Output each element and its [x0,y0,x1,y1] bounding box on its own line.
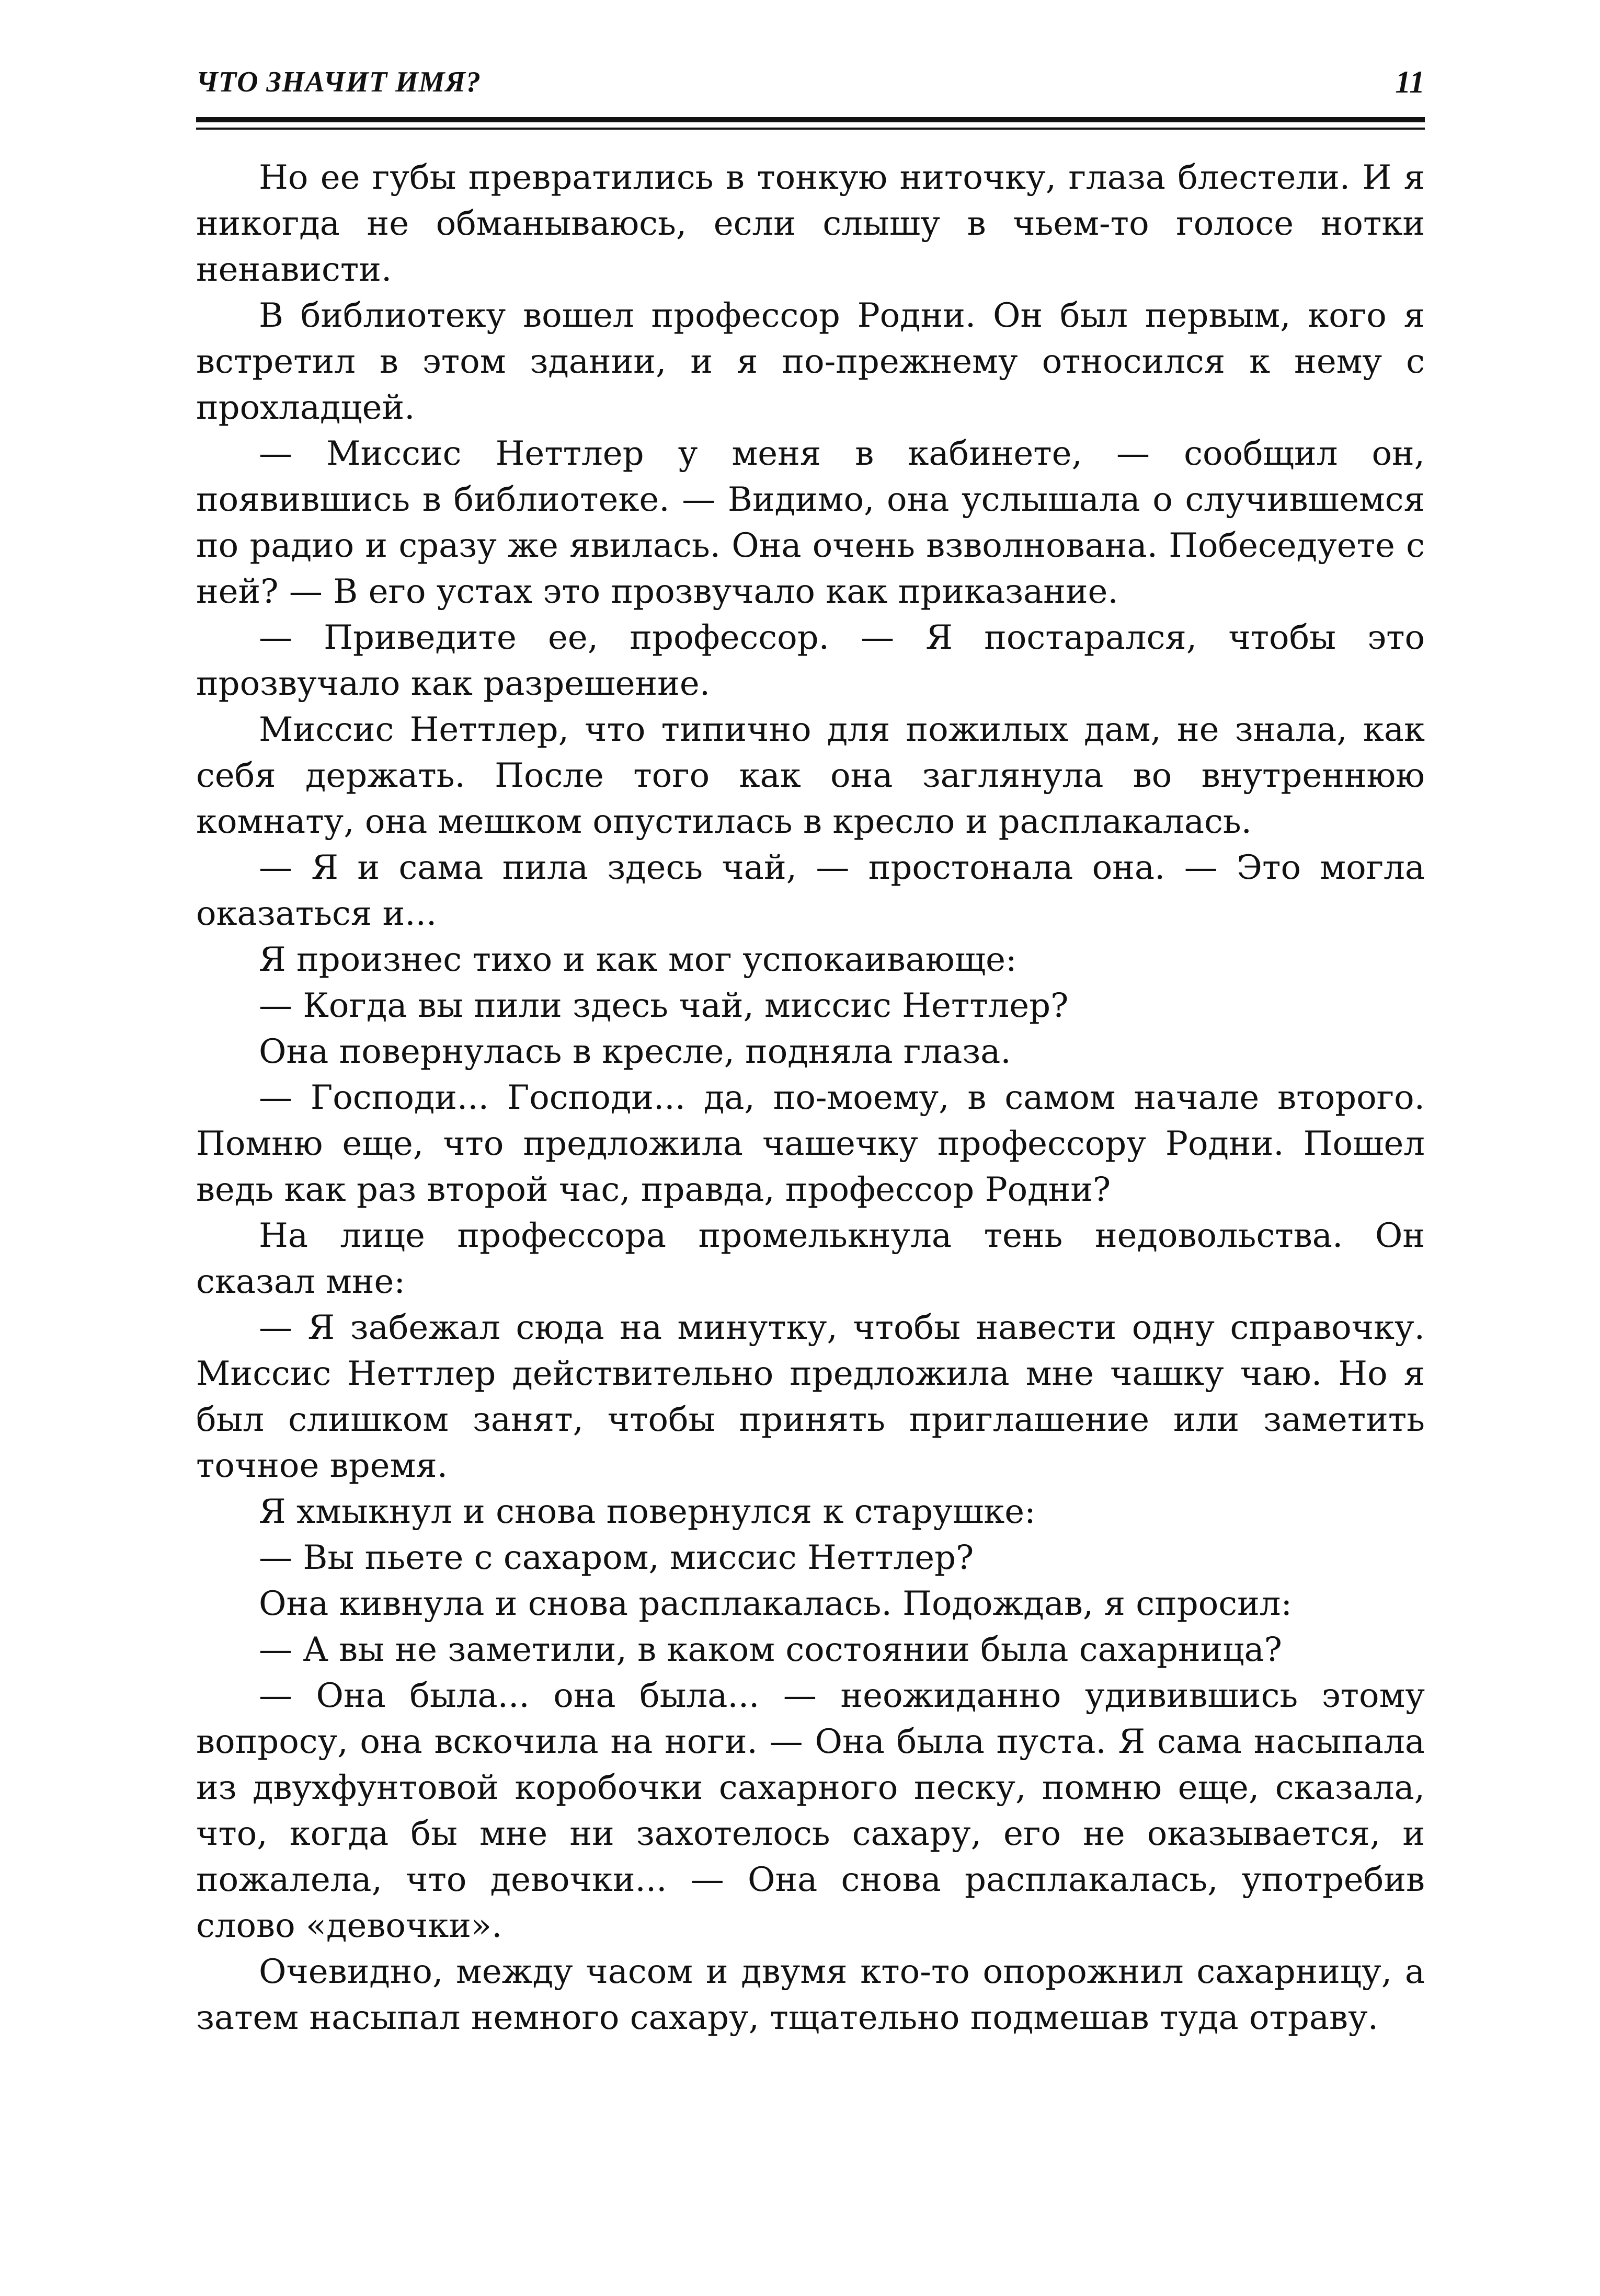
paragraph: — Она была... она была... — неожиданно удивившись этому вопросу, она вскочила на ноги. — Она была пуста. Я сама насыпала из двухфунтовой коробочки сахарного песку, помню еще, сказала, что, когда бы мне ни захотелось сахару, его не оказывается, и пожалела, что девочки... — Она снова расплакалась, употребив слово «девочки». [196,1677,1425,1945]
paragraph: Она повернулась в кресле, подняла глаза. [259,1032,1011,1071]
page-header [196,59,1425,106]
paragraph: Но ее губы превратились в тонкую ниточку, глаза блестели. И я никогда не обманываюсь, если слышу в чьем-то голосе нотки ненависти. [196,158,1425,289]
paragraph: Я произнес тихо и как мог успокаивающе: [259,940,1017,979]
paragraph: — Вы пьете с сахаром, миссис Неттлер? [259,1539,974,1577]
paragraph: — Господи... Господи... да, по-моему, в самом начале второго. Помню еще, что предложила чашечку профессору Родни. Пошел ведь как раз второй час, правда, профессор Родни? [196,1078,1425,1209]
paragraph: — Я и сама пила здесь чай, — простонала она. — Это могла оказаться и... [196,848,1425,933]
paragraph: — Приведите ее, профессор. — Я постарался, чтобы это прозвучало как разрешение. [196,618,1425,703]
paragraph: Она кивнула и снова расплакалась. Подождав, я спросил: [259,1585,1292,1623]
paragraph: В библиотеку вошел профессор Родни. Он был первым, кого я встретил в этом здании, и я по-прежнему относился к нему с прохладцей. [196,296,1425,427]
running-title: ЧТО ЗНАЧИТ ИМЯ? [196,66,482,98]
paragraph: Я хмыкнул и снова повернулся к старушке: [259,1493,1036,1531]
paragraph: — Я забежал сюда на минутку, чтобы навести одну справочку. Миссис Неттлер действительно предложила мне чашку чаю. Но я был слишком занят, чтобы принять приглашение или заметить точное время. [196,1308,1425,1485]
header-rule-thin [196,128,1425,130]
header-rule-thick [196,117,1425,122]
body-text [196,155,1425,2183]
paragraph: На лице профессора промелькнула тень недовольства. Он сказал мне: [196,1216,1425,1301]
page-number: 11 [1395,65,1425,99]
paragraph: Очевидно, между часом и двумя кто-то опорожнил сахарницу, а затем насыпал немного сахару, тщательно подмешав туда отраву. [196,1953,1425,2037]
paragraph: — Когда вы пили здесь чай, миссис Неттлер? [259,986,1069,1025]
paragraph: — Миссис Неттлер у меня в кабинете, — сообщил он, появившись в библиотеке. — Видимо, она услышала о случившемся по радио и сразу же явилась. Она очень взволнована. Побеседуете с ней? — В его устах это прозвучало как приказание. [196,434,1425,611]
paragraph: — А вы не заметили, в каком состоянии была сахарница? [259,1631,1282,1669]
paragraph: Миссис Неттлер, что типично для пожилых дам, не знала, как себя держать. После того как она заглянула во внутреннюю комнату, она мешком опустилась в кресло и расплакалась. [196,710,1425,841]
